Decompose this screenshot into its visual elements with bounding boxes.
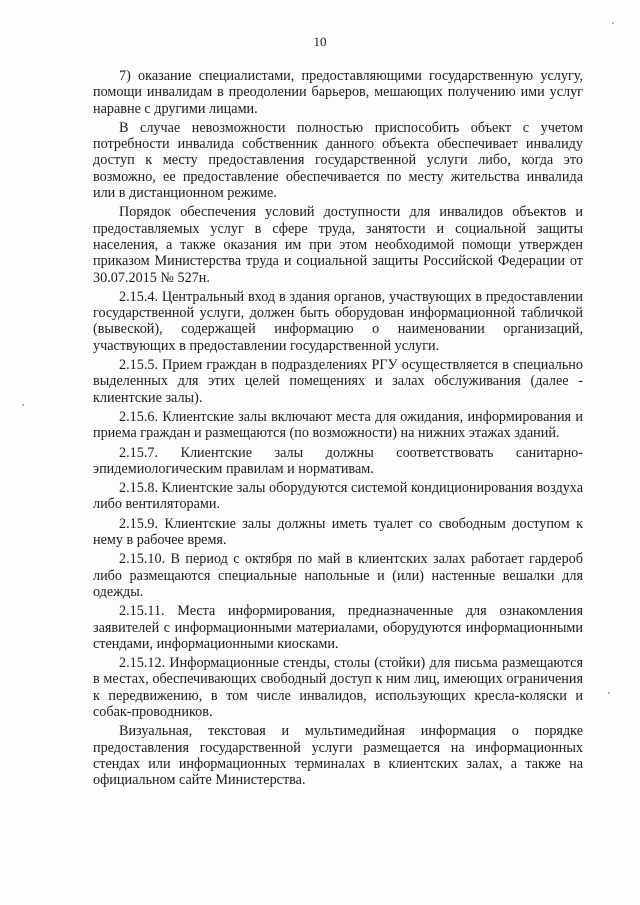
paragraph-accessibility-order: Порядок обеспечения условий доступности для инвалидов объектов и предоставляемых услуг в сфере труда, занятости и социальной защиты населения, а также оказания им при этом необходимой помощи утвержден приказом Министерства труда и социальной защиты Российской Федерации от 30.07.2015 № 527н. [93, 204, 583, 286]
paragraph-visual-information: Визуальная, текстовая и мультимедийная информация о порядке предоставления государственной услуги размещается на информационных стендах или информационных терминалах в клиентских залах, а также на официальном сайте Министерства. [93, 723, 583, 789]
paragraph-2-15-6: 2.15.6. Клиентские залы включают места для ожидания, информирования и приема граждан и размещаются (по возможности) на нижних этажах зданий. [93, 408, 583, 442]
paragraph-2-15-12: 2.15.12. Информационные стенды, столы (стойки) для письма размещаются в местах, обеспечивающих свободный доступ к ним лиц, имеющих ограничения к передвижению, в том числе инвалидов, использующих кресла-коляски и собак-проводников. [93, 655, 583, 720]
paragraph-2-15-9: 2.15.9. Клиентские залы должны иметь туалет со свободным доступом к нему в рабочее время. [93, 515, 583, 549]
paragraph-2-15-11: 2.15.11. Места информирования, предназначенные для ознакомления заявителей с информационными материалами, оборудуются информационными стендами, информационными киосками. [93, 603, 583, 652]
scan-speck [612, 22, 614, 24]
document-body [93, 68, 583, 788]
scan-speck [608, 692, 610, 694]
paragraph-2-15-4: 2.15.4. Центральный вход в здания органов, участвующих в предоставлении государственной услуги, должен быть оборудован информационной табличкой (вывеской), содержащей информацию о наименовании организаций, участвующих в предоставлении государственной услуги. [93, 288, 583, 354]
paragraph-2-15-5: 2.15.5. Прием граждан в подразделениях РГУ осуществляется в специально выделенных для этих целей помещениях и залах обслуживания (далее - клиентские залы). [93, 357, 583, 406]
page-number: 10 [313, 34, 327, 49]
paragraph-alternative-access: В случае невозможности полностью приспособить объект с учетом потребности инвалида собственник данного объекта обеспечивает инвалиду доступ к месту предоставления государственной услуги либо, когда это возможно, ее предоставление обеспечивается по месту жительства инвалида или в дистанционном режиме. [93, 119, 583, 202]
paragraph-2-15-7: 2.15.7. Клиентские залы должны соответствовать санитарно-эпидемиологическим правилам и нормативам. [93, 444, 583, 477]
paragraph-2-15-8: 2.15.8. Клиентские залы оборудуются системой кондиционирования воздуха либо вентиляторами. [93, 480, 583, 513]
scan-speck [22, 404, 24, 406]
paragraph-item-7: 7) оказание специалистами, предоставляющими государственную услугу, помощи инвалидам в преодолении барьеров, мешающих получению ими услуг наравне с другими лицами. [93, 68, 583, 117]
paragraph-2-15-10: 2.15.10. В период с октября по май в клиентских залах работает гардероб либо размещаются специальные напольные и (или) настенные вешалки для одежды. [93, 551, 583, 600]
